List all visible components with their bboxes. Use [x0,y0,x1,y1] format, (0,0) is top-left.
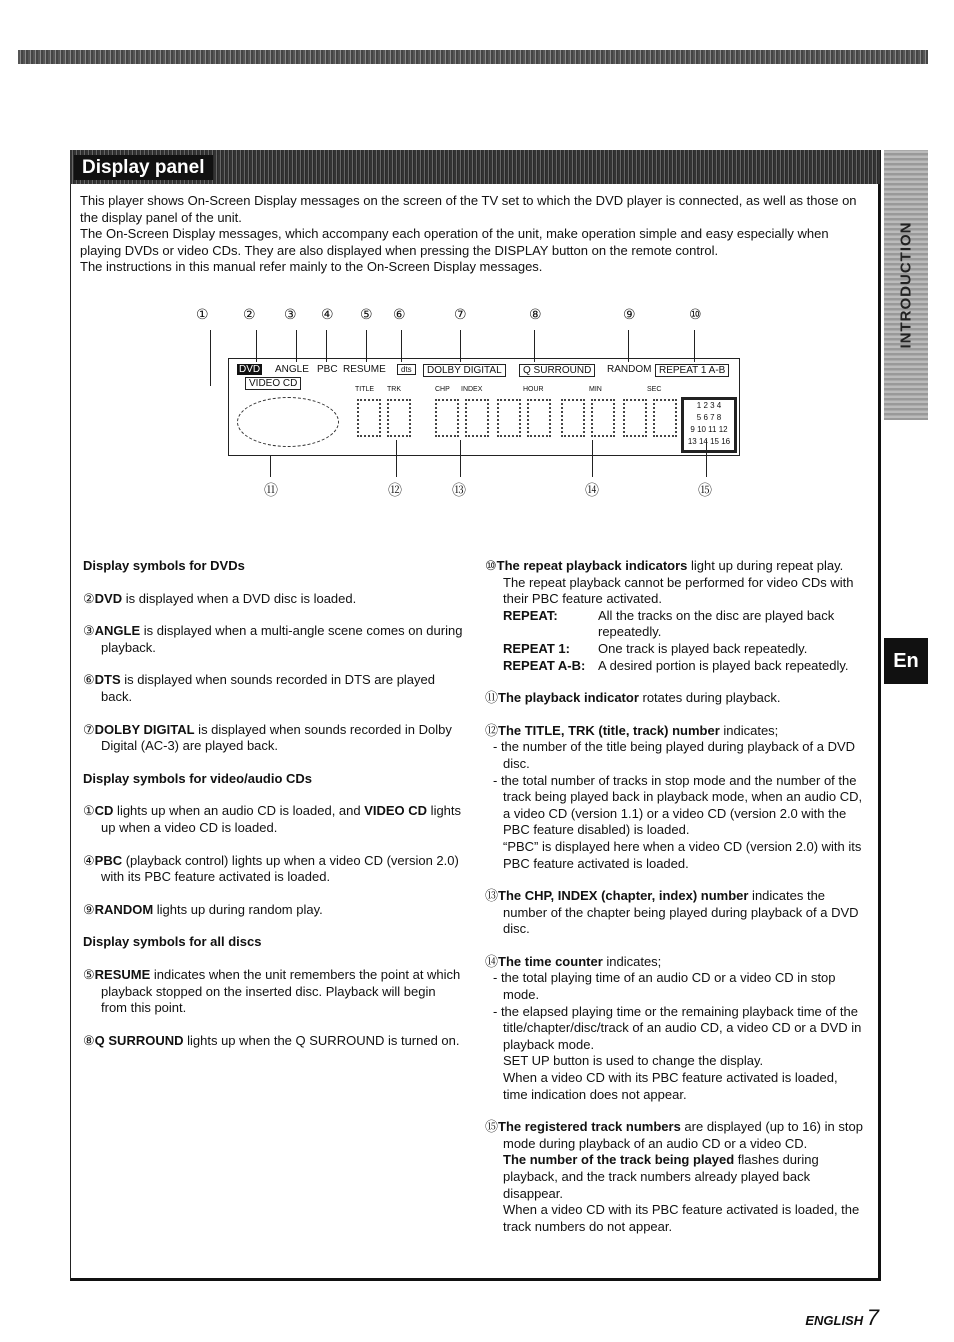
track-grid-row: 1 2 3 4 [696,401,722,410]
language-tab: En [884,638,928,684]
leader-line [270,455,271,477]
display-panel-diagram [196,300,756,510]
leader-line [396,440,397,477]
lcd-trk: TRK [387,386,401,393]
page-footer [805,1305,879,1331]
lcd-digit [527,399,551,437]
page-number: 7 [866,1305,879,1330]
lcd-digit [591,399,615,437]
intro-text [80,193,870,276]
intro-paragraph: The On-Screen Display messages, which accompany each operation of the unit, make operation simple and easy especially when playing DVDs or video CDs. They are also displayed when pressing the DISPLAY button on the remote control. [80,226,829,258]
leader-line [460,440,461,477]
lcd-digit [435,399,459,437]
item-dvd: ②DVD is displayed when a DVD disc is loaded. [83,590,357,606]
track-grid-row: 9 10 11 12 [690,425,728,434]
lcd-angle: ANGLE [275,364,309,375]
heading-all-discs: Display symbols for all discs [83,934,262,950]
leader-line [592,440,593,477]
item-dolby: ⑦DOLBY DIGITAL is displayed when sounds recorded in Dolby Digital (AC-3) are played back. [83,721,452,754]
lcd-min: MIN [589,386,602,393]
intro-paragraph: The instructions in this manual refer mainly to the On-Screen Display messages. [80,259,543,275]
callout-9: ⑨ [623,307,636,323]
lcd-digit [357,399,381,437]
intro-paragraph: This player shows On-Screen Display messages on the screen of the TV set to which the DVD player is connected, as well as those on the display panel of the unit. [80,193,857,225]
leader-line [210,330,211,386]
lcd-digit [561,399,585,437]
top-rule [18,50,928,64]
side-tab-label: INTRODUCTION [897,221,915,349]
lcd-dolby: DOLBY DIGITAL [423,364,506,377]
lcd-chp: CHP [435,386,450,393]
item-time-counter: ⑭The time counter indicates; - the total playing time of an audio CD or a video CD in stop mode. - the elapsed playing time or the remaining playback time of the title/chapter/disc/track of an audio CD, a video CD or a DVD in playback mode. SET UP button is used to change the display. When a video CD with its PBC feature activated is loaded, time indication does not appear. [485,953,862,1102]
lcd-pbc: PBC [317,364,338,375]
item-dts: ⑥DTS is displayed when sounds recorded in DTS are played back. [83,672,435,704]
lcd-qsurround: Q SURROUND [519,364,595,377]
lcd-digit [387,399,411,437]
callout-7: ⑦ [454,307,467,323]
callout-1: ① [196,307,209,323]
lcd-videocd: VIDEO CD [245,377,301,390]
item-resume: ⑤RESUME indicates when the unit remembers the point at which playback stopped on the inserted disc. Playback will begin from this point. [83,966,461,1016]
lcd-dts: dts [397,364,416,375]
lcd-hour: HOUR [523,386,544,393]
leader-line [706,440,707,477]
item-qsurround: ⑧Q SURROUND lights up when the Q SURROUND is turned on. [83,1032,460,1048]
lcd-resume: RESUME [343,364,386,375]
lcd-title: TITLE [355,386,375,393]
side-tab [884,150,928,420]
track-grid-row: 13 14 15 16 [687,437,731,446]
item-registered-tracks: ⑮The registered track numbers are displayed (up to 16) in stop mode during playback of an audio CD or a video CD. The number of the track being played flashes during playback, and the track numbers already played back disappear. When a video CD with its PBC feature activated is loaded, the track numbers do not appear. [485,1119,863,1234]
lcd-digit [497,399,521,437]
lcd-digit [465,399,489,437]
callout-4: ④ [321,307,334,323]
lcd-index: INDEX [461,386,483,393]
item-random: ⑨RANDOM lights up during random play. [83,901,323,917]
heading-cd-symbols: Display symbols for video/audio CDs [83,770,312,786]
lcd-dvd: DVD [239,364,261,375]
lcd-random: RANDOM [607,364,652,375]
lcd-digit [623,399,647,437]
callout-15: ⑮ [698,483,712,499]
right-column [485,558,865,1235]
disc-playback-icon [237,397,339,447]
item-chp-index: ⑬The CHP, INDEX (chapter, index) number indicates the number of the chapter being played during playback of a DVD disc. [485,888,859,937]
lcd-panel [228,358,740,456]
heading-dvd-symbols: Display symbols for DVDs [83,558,245,573]
item-playback-indicator: ⑪The playback indicator rotates during playback. [485,690,781,706]
callout-3: ③ [284,307,297,323]
callout-11: ⑪ [264,483,278,499]
lcd-repeat: REPEAT 1 A-B [655,364,729,377]
callout-6: ⑥ [393,307,406,323]
callout-10: ⑩ [689,307,702,323]
callout-13: ⑬ [452,483,466,499]
item-repeat: ⑩The repeat playback indicators light up during repeat play. The repeat playback cannot be performed for video CDs with their PBC feature activated. REPEAT: All the tracks on the disc are played back repeatedly. REPEAT 1: One track is played back repeatedly. REPEAT A-B: A desired portion is played back repeatedly. [485,558,854,673]
footer-label: ENGLISH [805,1313,864,1328]
item-pbc: ④PBC (playback control) lights up when a video CD (version 2.0) with its PBC feature activated is loaded. [83,852,459,885]
lcd-sec: SEC [647,386,662,393]
item-angle: ③ANGLE is displayed when a multi-angle scene comes on during playback. [83,623,463,655]
track-number-grid [681,397,737,453]
callout-8: ⑧ [529,307,542,323]
callout-14: ⑭ [585,483,599,499]
left-column [83,558,463,1065]
callout-12: ⑫ [388,483,402,499]
callout-5: ⑤ [360,307,373,323]
track-grid-row: 5 6 7 8 [696,413,722,422]
lcd-digit [653,399,677,437]
section-title: Display panel [74,155,213,180]
callout-2: ② [243,307,256,323]
item-cd: ①CD lights up when an audio CD is loaded, and VIDEO CD lights up when a video CD is loaded. [83,803,462,835]
item-title-trk: ⑫The TITLE, TRK (title, track) number indicates; - the number of the title being played during playback of a DVD disc. - the total number of tracks in stop mode and the number of the track being played back in playback mode, when an audio CD, a video CD (version 1.1) or a video CD (version 2.0 with the PBC feature disabled) is loaded. “PBC” is displayed here when a video CD (version 2.0) with its PBC feature activated is loaded. [485,722,863,871]
